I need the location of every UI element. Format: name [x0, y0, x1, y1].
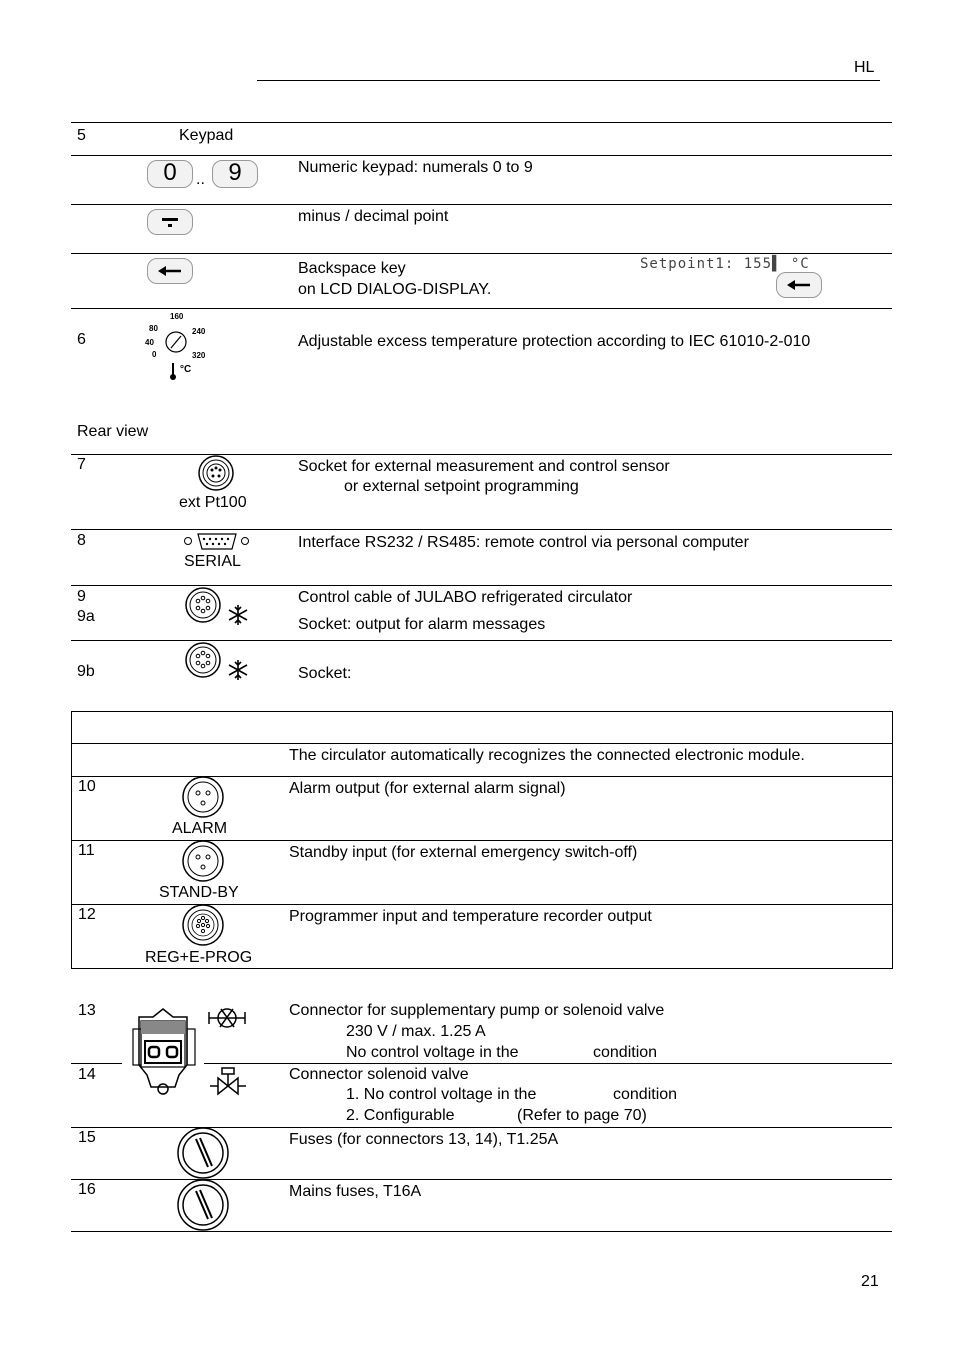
alarm-socket-icon — [181, 776, 225, 820]
snowflake-icon — [227, 659, 249, 681]
programmer-socket-label: REG+E-PROG — [145, 949, 253, 966]
fuses-text: Fuses (for connectors 13, 14), T1.25A — [289, 1131, 559, 1148]
pt100-socket-label: ext Pt100 — [179, 494, 247, 511]
pt100-socket-text-line2: or external setpoint programming — [344, 478, 579, 495]
minus-key-text: minus / decimal point — [298, 208, 449, 225]
connector-13-text-line3a: No control voltage in the — [346, 1044, 519, 1061]
table-rule — [71, 743, 892, 744]
row-number: 9b — [77, 663, 95, 680]
module-intro-text: The circulator automatically recognizes the connected electronic module. — [289, 747, 805, 764]
lcd-display-text: Setpoint1: 155▌ °C — [640, 256, 810, 272]
connector-13-text-line1: Connector for supplementary pump or solenoid valve — [289, 1002, 665, 1019]
minus-key-icon — [147, 209, 193, 235]
connector-14-text-line1: Connector solenoid valve — [289, 1066, 469, 1083]
table-rule — [71, 454, 892, 455]
table-rule — [204, 1063, 892, 1064]
table-rule — [71, 640, 892, 641]
backspace-key-icon — [776, 272, 822, 298]
row-number: 7 — [77, 456, 86, 473]
row-number: 12 — [78, 906, 96, 923]
key-range-separator: .. — [196, 171, 205, 188]
dial-tick-label: 240 — [192, 327, 206, 336]
table-rule — [71, 155, 892, 156]
row-number: 16 — [78, 1181, 96, 1198]
section-title-rear-view: Rear view — [77, 423, 149, 440]
pump-symbol-icon — [207, 1004, 247, 1032]
serial-port-text: Interface RS232 / RS485: remote control via personal computer — [298, 534, 749, 551]
backspace-key-icon — [147, 258, 193, 284]
row-number: 9a — [77, 608, 95, 625]
standby-socket-icon — [181, 840, 225, 884]
table-rule — [71, 529, 892, 530]
table-rule — [71, 1063, 122, 1064]
header-code: HL — [854, 59, 875, 76]
backspace-text-line2: on LCD DIALOG-DISPLAY. — [298, 281, 492, 298]
overtemp-protection-text: Adjustable excess temperature protection according to IEC 61010-2-010 — [298, 333, 811, 350]
header-rule — [257, 80, 880, 81]
snowflake-icon — [227, 604, 249, 626]
page-number: 21 — [861, 1273, 879, 1290]
row-number: 9 — [77, 588, 86, 605]
backspace-text-line1: Backspace key — [298, 260, 406, 277]
row-number: 14 — [78, 1066, 96, 1083]
standby-socket-label: STAND-BY — [159, 884, 239, 901]
connector-14-text-line2b: condition — [613, 1086, 678, 1103]
alarm-output-text: Alarm output (for external alarm signal) — [289, 780, 566, 797]
row-number: 11 — [78, 842, 95, 859]
pt100-socket-text-line1: Socket for external measurement and control sensor — [298, 458, 670, 475]
dial-unit: °C — [180, 364, 192, 375]
dial-tick-label: 80 — [149, 324, 158, 333]
dial-tick-label: 0 — [152, 350, 157, 359]
table-rule — [71, 122, 892, 123]
serial-port-icon — [182, 532, 252, 552]
cooler-cable-text: Control cable of JULABO refrigerated circulator — [298, 589, 633, 606]
dial-tick-label: 320 — [192, 351, 206, 360]
connector-13-text-line3b: condition — [593, 1044, 658, 1061]
programmer-input-text: Programmer input and temperature recorder output — [289, 908, 652, 925]
numeric-keypad-text: Numeric keypad: numerals 0 to 9 — [298, 159, 533, 176]
row-number: 10 — [78, 778, 96, 795]
cooler-socket-icon — [184, 587, 224, 627]
key-0-icon: 0 — [147, 160, 193, 188]
mains-fuse-holder-icon — [176, 1179, 230, 1233]
row-number: 13 — [78, 1002, 96, 1019]
table-rule — [71, 204, 892, 205]
fuse-holder-icon — [176, 1127, 230, 1181]
row-number: 5 — [77, 127, 86, 144]
row-number: 8 — [77, 532, 86, 549]
connector-14-text-line3b: (Refer to page 70) — [517, 1107, 647, 1124]
socket-9b-text: Socket: — [298, 665, 352, 682]
section-title-keypad: Keypad — [179, 127, 234, 144]
table-rule — [71, 1231, 892, 1232]
alarm-socket-label: ALARM — [172, 820, 228, 837]
connector-14-text-line3a: 2. Configurable — [346, 1107, 455, 1124]
cooler-socket-icon — [184, 642, 224, 682]
alarm-socket-text: Socket: output for alarm messages — [298, 616, 546, 633]
mains-fuses-text: Mains fuses, T16A — [289, 1183, 422, 1200]
standby-input-text: Standby input (for external emergency switch-off) — [289, 844, 638, 861]
row-number: 6 — [77, 331, 86, 348]
row-number: 15 — [78, 1129, 96, 1146]
dial-tick-label: 40 — [145, 338, 154, 347]
connector-14-text-line2a: 1. No control voltage in the — [346, 1086, 537, 1103]
serial-port-label: SERIAL — [184, 553, 241, 570]
table-rule — [71, 308, 892, 309]
pt100-socket-icon — [196, 455, 236, 495]
programmer-socket-icon — [181, 904, 225, 948]
power-connector-icon — [129, 1007, 199, 1097]
dial-tick-label: 160 — [170, 312, 184, 321]
connector-13-text-line2: 230 V / max. 1.25 A — [346, 1023, 486, 1040]
key-9-icon: 9 — [212, 160, 258, 188]
temperature-dial-icon — [140, 310, 220, 382]
table-rule — [71, 585, 892, 586]
solenoid-valve-icon — [208, 1066, 248, 1096]
